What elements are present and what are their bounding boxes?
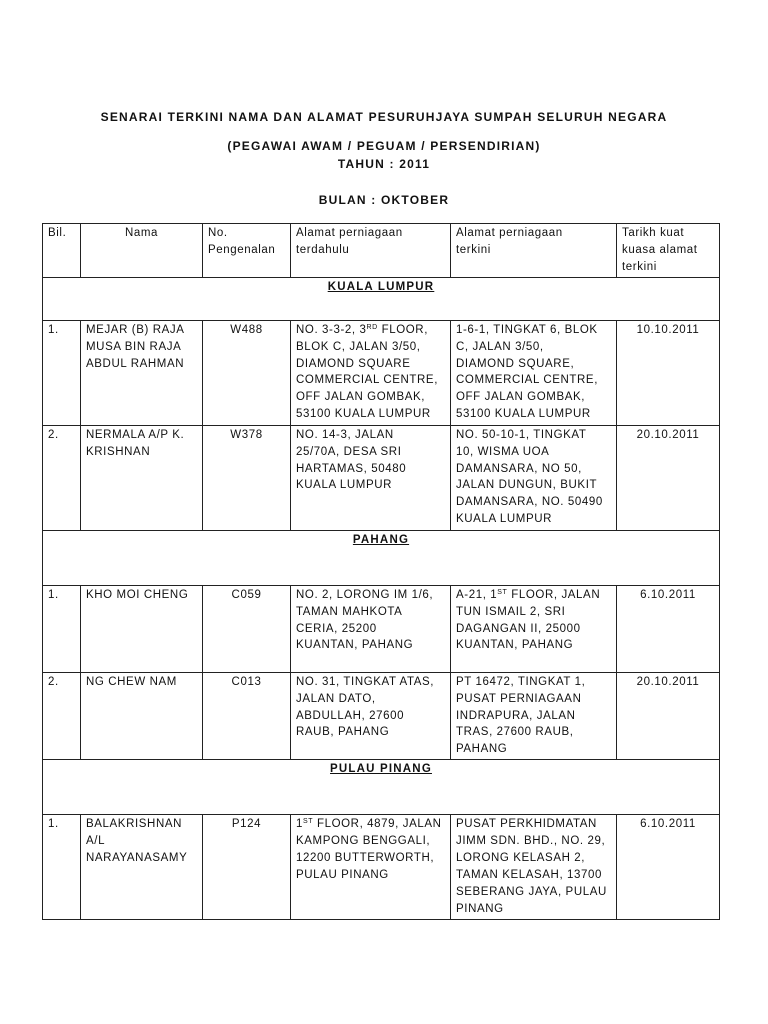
commissioner-name: NG CHEW NAM xyxy=(81,672,203,760)
row-number: 1. xyxy=(43,815,81,920)
id-number: C059 xyxy=(203,585,291,672)
region-row xyxy=(43,277,720,320)
current-address: PUSAT PERKHIDMATAN JIMM SDN. BHD., NO. 29, LORONG KELASAH 2, TAMAN KELASAH, 13700 SEBERANG JAYA, PULAU PINANG xyxy=(451,815,617,920)
table-row xyxy=(43,320,720,425)
table-row xyxy=(43,815,720,920)
current-address: NO. 50-10-1, TINGKAT 10, WISMA UOA DAMANSARA, NO 50, JALAN DUNGUN, BUKIT DAMANSARA, NO. 50490 KUALA LUMPUR xyxy=(451,425,617,530)
current-address: 1-6-1, TINGKAT 6, BLOK C, JALAN 3/50, DIAMOND SQUARE, COMMERCIAL CENTRE, OFF JALAN GOMBAK, 53100 KUALA LUMPUR xyxy=(451,320,617,425)
previous-address: 1ST FLOOR, 4879, JALAN KAMPONG BENGGALI, 12200 BUTTERWORTH, PULAU PINANG xyxy=(291,815,451,920)
region-row xyxy=(43,760,720,815)
region-row xyxy=(43,530,720,585)
effective-date: 6.10.2011 xyxy=(617,585,720,672)
document-month: BULAN : OKTOBER xyxy=(318,193,450,207)
header-tarikh: Tarikh kuat kuasa alamat terkini xyxy=(617,224,720,278)
commissioner-table xyxy=(42,223,720,920)
table-row xyxy=(43,425,720,530)
id-number: P124 xyxy=(203,815,291,920)
document-year: TAHUN : 2011 xyxy=(337,157,431,171)
effective-date: 10.10.2011 xyxy=(617,320,720,425)
row-number: 2. xyxy=(43,672,81,760)
previous-address: NO. 2, LORONG IM 1/6, TAMAN MAHKOTA CERIA, 25200 KUANTAN, PAHANG xyxy=(291,585,451,672)
header-alamat-terkini: Alamat perniagaan terkini xyxy=(451,224,617,278)
previous-address: NO. 14-3, JALAN 25/70A, DESA SRI HARTAMAS, 50480 KUALA LUMPUR xyxy=(291,425,451,530)
row-number: 1. xyxy=(43,320,81,425)
header-no-pengenalan: No. Pengenalan xyxy=(203,224,291,278)
previous-address: NO. 3-3-2, 3RD FLOOR, BLOK C, JALAN 3/50, DIAMOND SQUARE COMMERCIAL CENTRE, OFF JALAN GOMBAK, 53100 KUALA LUMPUR xyxy=(291,320,451,425)
effective-date: 20.10.2011 xyxy=(617,672,720,760)
commissioner-name: NERMALA A/P K. KRISHNAN xyxy=(81,425,203,530)
region-heading: PAHANG xyxy=(352,533,410,546)
current-address: PT 16472, TINGKAT 1, PUSAT PERNIAGAAN INDRAPURA, JALAN TRAS, 27600 RAUB, PAHANG xyxy=(451,672,617,760)
previous-address: NO. 31, TINGKAT ATAS, JALAN DATO, ABDULLAH, 27600 RAUB, PAHANG xyxy=(291,672,451,760)
header-bil: Bil. xyxy=(43,224,81,278)
table-header-row xyxy=(43,224,720,278)
row-number: 1. xyxy=(43,585,81,672)
header-alamat-terdahulu: Alamat perniagaan terdahulu xyxy=(291,224,451,278)
commissioner-name: MEJAR (B) RAJA MUSA BIN RAJA ABDUL RAHMAN xyxy=(81,320,203,425)
commissioner-name: KHO MOI CHENG xyxy=(81,585,203,672)
row-number: 2. xyxy=(43,425,81,530)
document-subtitle: (PEGAWAI AWAM / PEGUAM / PERSENDIRIAN) xyxy=(227,139,541,153)
region-heading: KUALA LUMPUR xyxy=(327,280,435,293)
table-row xyxy=(43,585,720,672)
header-nama: Nama xyxy=(81,224,203,278)
region-heading: PULAU PINANG xyxy=(330,763,432,776)
effective-date: 20.10.2011 xyxy=(617,425,720,530)
id-number: C013 xyxy=(203,672,291,760)
commissioner-name: BALAKRISHNAN A/L NARAYANASAMY xyxy=(81,815,203,920)
effective-date: 6.10.2011 xyxy=(617,815,720,920)
id-number: W378 xyxy=(203,425,291,530)
id-number: W488 xyxy=(203,320,291,425)
document-title: SENARAI TERKINI NAMA DAN ALAMAT PESURUHJAYA SUMPAH SELURUH NEGARA xyxy=(100,110,668,124)
current-address: A-21, 1ST FLOOR, JALAN TUN ISMAIL 2, SRI DAGANGAN II, 25000 KUANTAN, PAHANG xyxy=(451,585,617,672)
table-row xyxy=(43,672,720,760)
